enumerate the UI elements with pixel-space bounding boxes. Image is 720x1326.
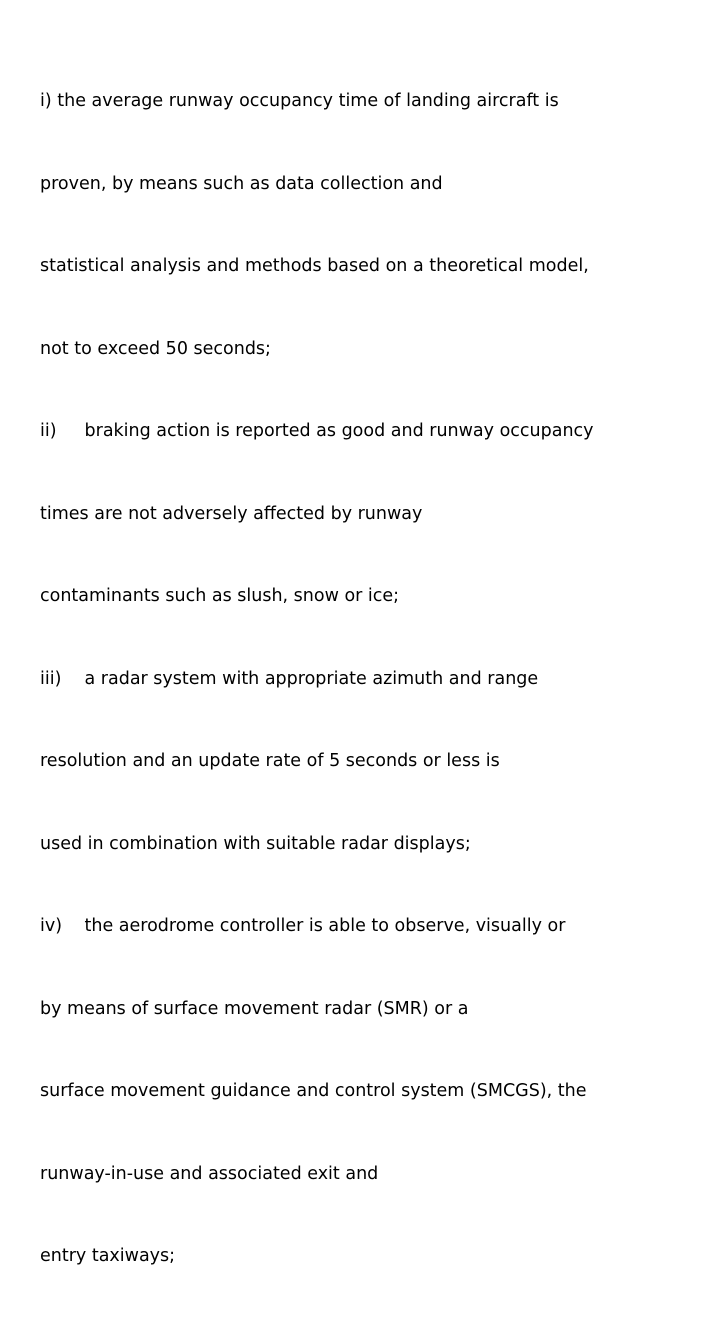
text-line: proven, by means such as data collection and [40,173,443,194]
text-line: statistical analysis and methods based on a theoretical model, [40,256,589,276]
text-line: times are not adversely affected by runway [40,503,423,524]
text-line: i) the average runway occupancy time of landing aircraft is [40,91,559,111]
text-line: resolution and an update rate of 5 seconds or less is [40,751,500,771]
text-line: iv) the aerodrome controller is able to observe, visually or [40,916,566,936]
document-text-block [40,33,690,1326]
text-line: used in combination with suitable radar displays; [40,833,471,854]
text-line: contaminants such as slush, snow or ice; [40,586,400,606]
text-line: runway-in-use and associated exit and [40,1163,379,1184]
text-line: ii) braking action is reported as good and runway occupancy [40,421,594,441]
text-line: iii) a radar system with appropriate azimuth and range [40,668,539,689]
text-line: by means of surface movement radar (SMR) or a [40,998,469,1019]
text-line: not to exceed 50 seconds; [40,338,271,359]
text-line: surface movement guidance and control system (SMCGS), the [40,1081,587,1101]
text-line: entry taxiways; [40,1246,176,1266]
